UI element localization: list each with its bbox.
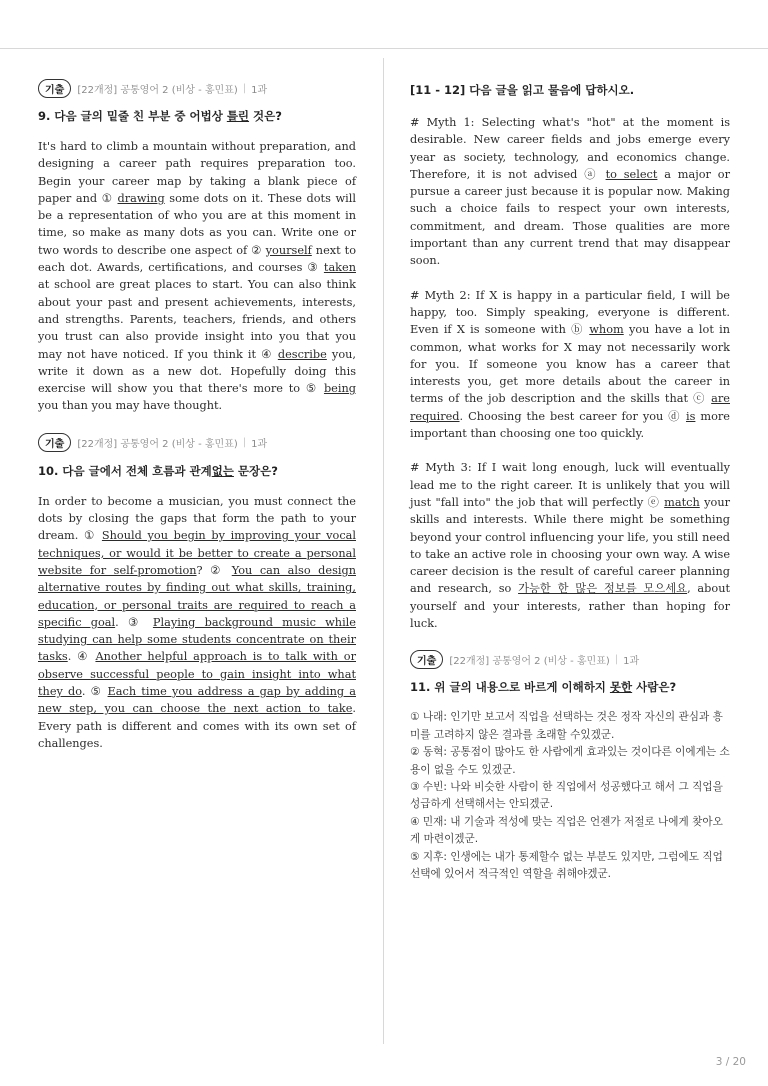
passage-text: In order to become a musician, you must connect the dots by closing the gaps that form the path to your dream. ①: [38, 494, 356, 543]
underlined-phrase: Another helpful approach is to talk with or observe successful people to gain insight into what they do: [38, 650, 356, 699]
passage-text: next to each dot. Awards, certifications, and courses ③: [38, 243, 356, 275]
option-5[interactable]: ⑤ 지후: 인생에는 내가 통제할수 없는 부분도 있지만, 그럼에도 직업선택에 있어서 적극적인 역할을 취해야겠군.: [410, 850, 723, 880]
option-3[interactable]: ③ 수빈: 나와 비슷한 사람이 한 직업에서 성공했다고 해서 그 직업을 성급하게 선택해서는 안되겠군.: [410, 780, 723, 811]
separator: |: [242, 437, 247, 449]
option-1[interactable]: ① 나래: 인기만 보고서 직업을 선택하는 것은 정작 자신의 관심과 흥미를 고려하지 않은 결과를 초래할 수있겠군.: [410, 711, 723, 741]
underlined-phrase: Each time you address a gap by adding a new step, you can choose the next action to take: [38, 685, 356, 716]
myth-1-paragraph: [410, 114, 730, 270]
passage: [38, 138, 356, 415]
title-emphasis: 없는: [211, 463, 234, 478]
underlined-phrase: Playing background music while studying can help some students concentrate on their tasks: [38, 615, 356, 664]
answer-options: [410, 709, 730, 883]
passage: [38, 493, 356, 752]
title-text: 것은?: [249, 109, 282, 123]
underlined-phrase: Should you begin by improving your vocal techniques, or would it be better to create a personal website for self-promotion: [38, 529, 356, 577]
question-11: [410, 649, 730, 883]
source-text: [22개정] 공통영어 2 (비상 - 홍민표): [449, 655, 610, 667]
question-9: [38, 78, 356, 415]
title-text: 10. 다음 글에서 전체 흐름과 관계: [38, 463, 212, 478]
separator: |: [614, 653, 619, 665]
passage-text: you, write it down as a new dot. Hopefully doing this exercise will show you that there's more to ⑤: [38, 347, 356, 396]
title-emphasis: 못한: [609, 680, 633, 695]
myth-3-paragraph: [410, 459, 730, 632]
underlined-phrase: match: [664, 495, 700, 509]
passage-text: . Every path is different and comes with its own set of challenges.: [38, 702, 356, 750]
passage-text: ? ②: [196, 563, 232, 577]
passage-text: your skills and interests. While there might be something beyond your control influencing your life, you still need to take an active role in choosing your own way. A wise career decision is the result of careful career planning and research, so: [410, 495, 730, 596]
question-source-line: [38, 78, 356, 98]
question-10: [38, 433, 356, 752]
past-exam-badge: 기출: [410, 650, 443, 669]
past-exam-badge: 기출: [38, 79, 71, 98]
underlined-phrase: You can also design alternative routes by finding out what skills, training, education, or personal traits are required to reach a specific goal: [38, 563, 356, 629]
lesson-text: 1과: [251, 439, 268, 451]
question-source-line: [410, 649, 730, 669]
question-title: [38, 463, 356, 479]
underlined-phrase: describe: [277, 347, 327, 361]
passage-heading: [11 - 12] 다음 글을 읽고 물음에 답하시오.: [410, 83, 635, 97]
passage-text: . ⑤: [81, 685, 108, 699]
question-source-line: [38, 433, 356, 453]
title-emphasis: 틀린: [226, 109, 250, 123]
underlined-phrase: yourself: [265, 243, 312, 257]
underlined-phrase: taken: [323, 261, 356, 275]
underlined-phrase: being: [323, 382, 356, 396]
source-text: [22개정] 공통영어 2 (비상 - 홍민표): [77, 439, 238, 451]
myth-2-paragraph: [410, 287, 730, 443]
passage-text: . Choosing the best career for you ⓓ: [459, 409, 686, 423]
passage-text: # Myth 1: Selecting what's "hot" at the moment is desirable. New career fields and jobs emerge every year as society, technology, and economics change. Therefore, it is not advised ⓐ: [410, 116, 730, 181]
lesson-text: 1과: [251, 84, 268, 96]
option-2[interactable]: ② 동혁: 공통점이 많아도 한 사람에게 효과있는 것이다른 이에게는 소용이 없을 수도 있겠군.: [410, 746, 730, 776]
title-text: 9. 다음 글의 밑줄 친 부분 중 어법상: [38, 109, 227, 123]
title-text: 11. 위 글의 내용으로 바르게 이해하지: [410, 680, 610, 695]
passage-text: you than you may have thought.: [38, 399, 223, 413]
underlined-phrase: 가능한 한 많은 정보를 모으세요: [518, 582, 688, 596]
question-title: [38, 108, 356, 124]
underlined-phrase: drawing: [117, 191, 165, 205]
passage-text: . ③: [115, 615, 153, 629]
passage-text: . ④: [67, 650, 96, 664]
title-text: 사람은?: [632, 680, 677, 695]
column-divider: [383, 58, 384, 1044]
passage-text: # Myth 2: If X is happy in a particular field, I will be happy, too. Simply speaking, everyone is different. Even if X is someone with ⓑ: [410, 288, 730, 337]
question-title: [410, 679, 730, 695]
underlined-phrase: to select: [605, 167, 658, 181]
passage-text: , about yourself and your interests, rather than hoping for luck.: [410, 582, 731, 631]
underlined-phrase: is: [685, 409, 696, 423]
passage-text: a major or pursue a career just because it is popular now. Making such a choice fails to respect your own interests, commitment, and dream. Those qualities are more important than any current trend that may disappear soon.: [410, 167, 730, 268]
title-text: 문장은?: [233, 463, 278, 478]
right-column: [410, 78, 730, 883]
passage-text: # Myth 3: If I wait long enough, luck will eventually lead me to the right career. It is unlikely that you will just "fall into" the job that will perfectly ⓔ: [410, 461, 730, 509]
underlined-phrase: whom: [589, 323, 624, 337]
past-exam-badge: 기출: [38, 433, 71, 452]
passage-text: some dots on it. These dots will be a representation of who you are at this moment in time, so make as many dots as you can. Write one or two words to describe one aspect of ②: [38, 191, 356, 257]
separator: |: [242, 82, 247, 94]
passage-text: you have a lot in common, what works for X may not necessarily work for you. If someone you know has a career that interests you, get more details about the career in terms of the job description and the skills that ⓒ: [410, 323, 730, 406]
option-4[interactable]: ④ 민재: 내 기술과 적성에 맞는 직업은 언젠가 저절로 나에게 찾아오게 마련이겠군.: [410, 815, 723, 846]
left-column: [38, 78, 356, 752]
header-divider: [0, 48, 768, 49]
lesson-text: 1과: [623, 655, 640, 667]
passage-text: more important than choosing one too quickly.: [410, 409, 730, 441]
passage-text: at school are great places to start. You can also think about your past and present achievements, interests, and strengths. Parents, teachers, friends, and others you trust can also provide insight into you that you may not have noticed. If you think it ④: [38, 278, 356, 361]
passage-text: It's hard to climb a mountain without preparation, and designing a career path requires preparation too. Begin your career map by taking a blank piece of paper and ①: [38, 140, 356, 205]
page-number: 3 / 20: [715, 1056, 746, 1068]
underlined-phrase: are required: [410, 392, 730, 423]
source-text: [22개정] 공통영어 2 (비상 - 홍민표): [77, 84, 238, 96]
